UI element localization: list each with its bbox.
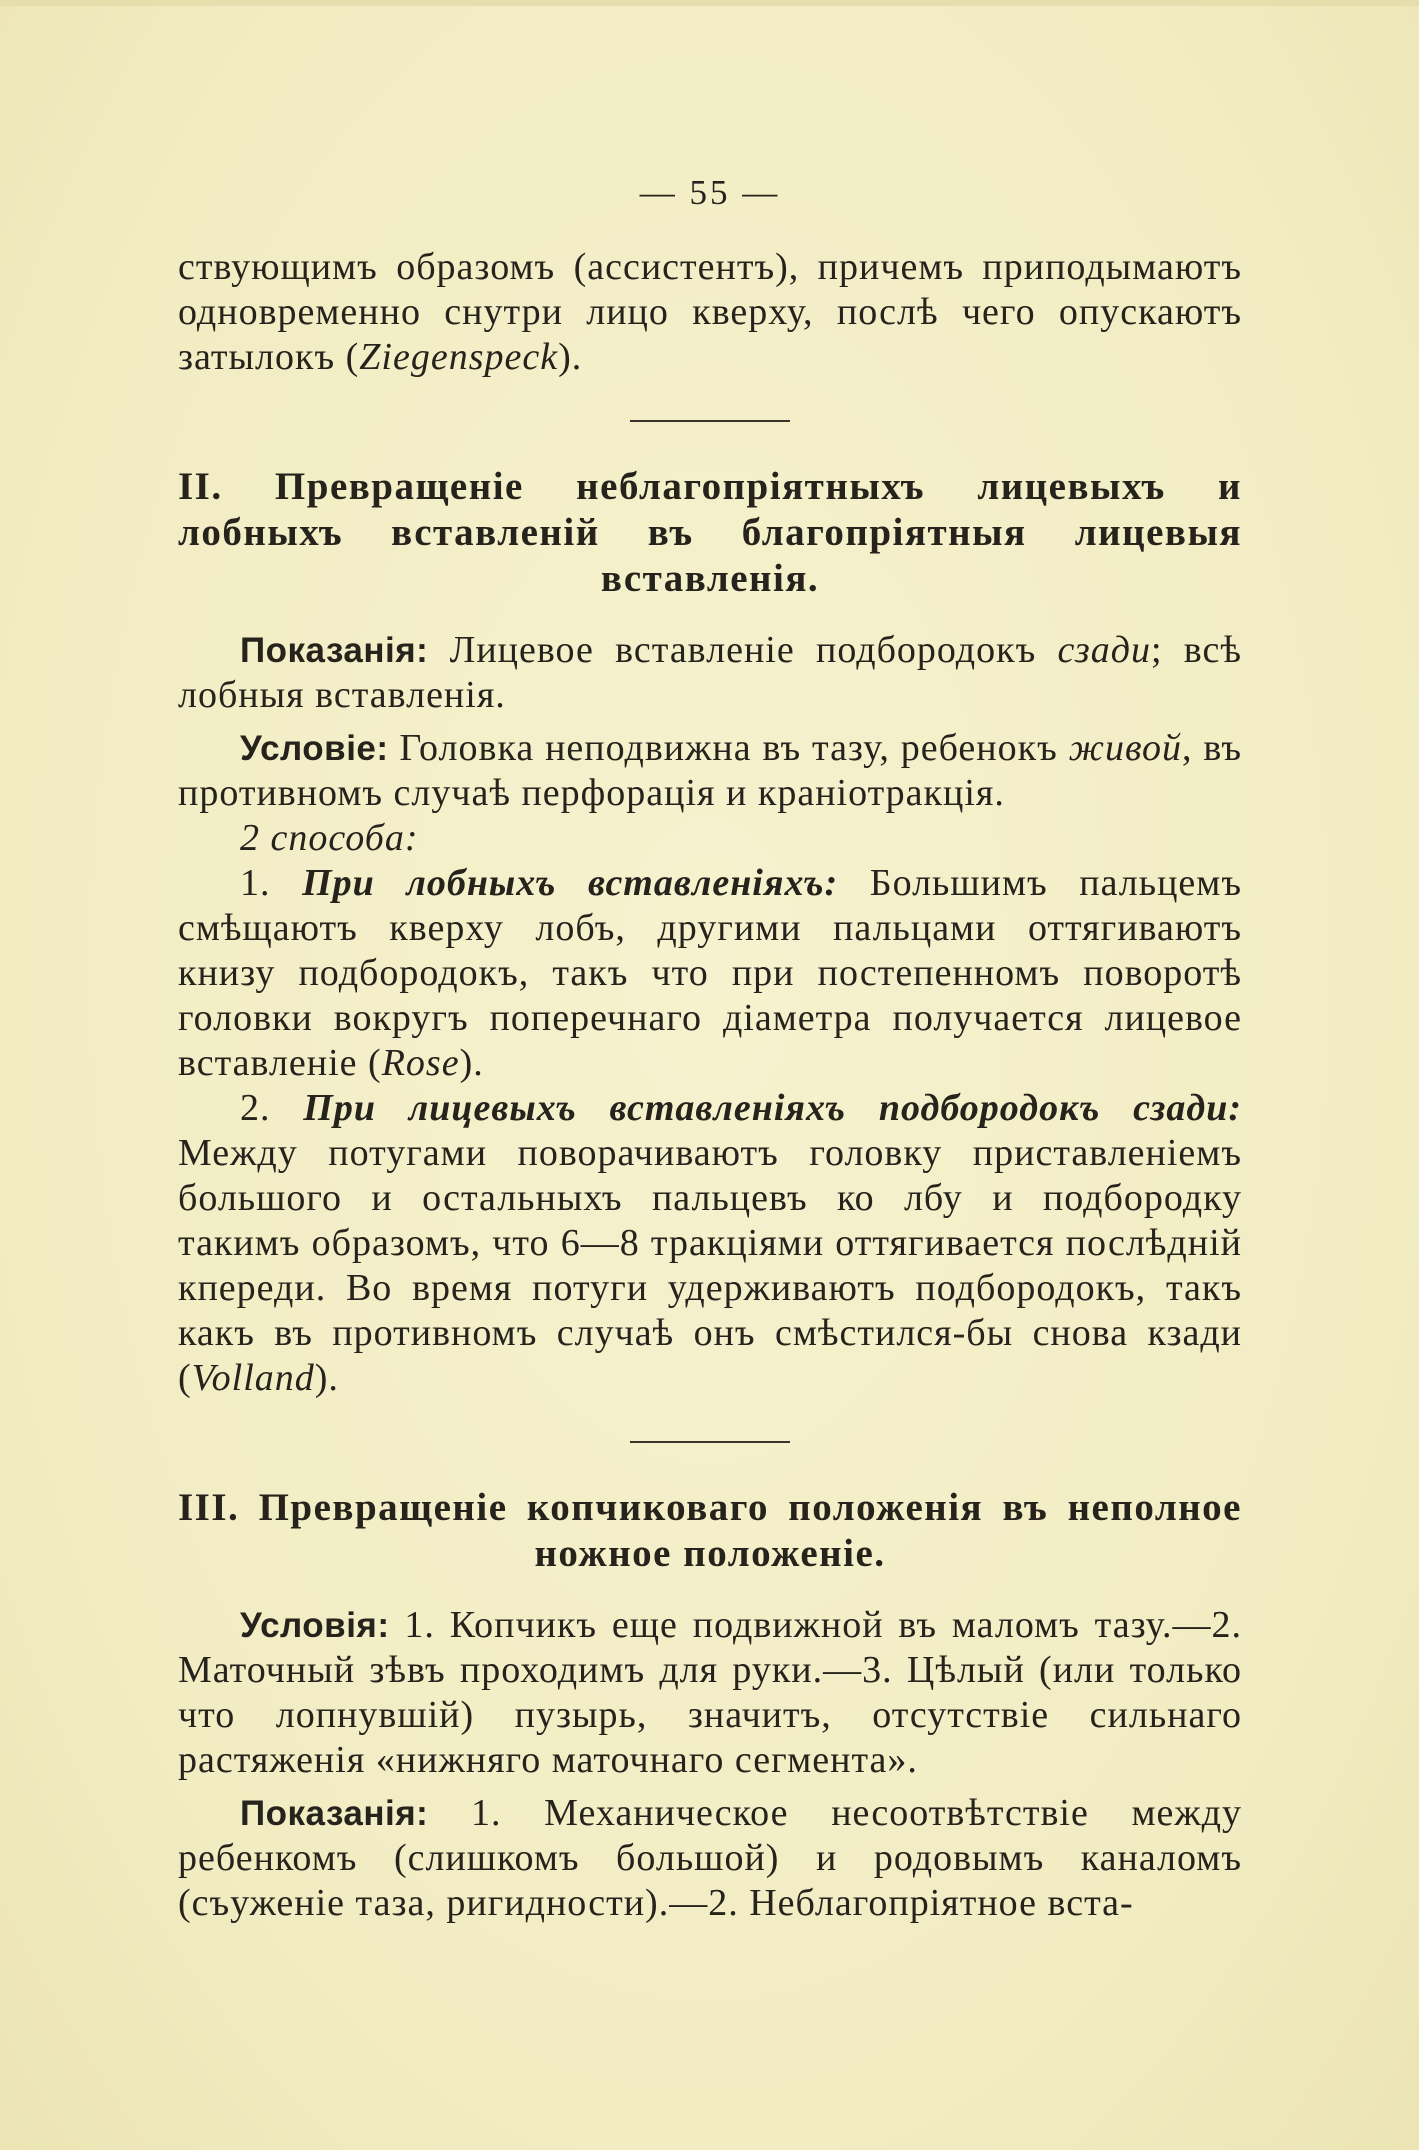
section-separator [630,1441,790,1443]
indications-text-2: ; всѣ лобныя вставленія. [178,629,1243,716]
indications-text-1: Лицевое вставленіе подбородокъ [428,629,1058,671]
method-2-author: Volland [191,1357,315,1399]
method-2-end: ). [314,1357,339,1399]
intro-text: ствующимъ образомъ (ассистентъ), причемъ приподымаютъ одновременно снутри лицо кверху, послѣ чего опускаютъ затылокъ ( [178,246,1242,378]
page-edge [0,0,1419,6]
indications-label: Показанія: [240,1794,429,1833]
page-number: — 55 — [639,173,781,212]
conditions-label: Условія: [240,1606,390,1645]
method-1-paragraph [178,861,1242,1086]
condition-label: Условіе: [240,729,389,768]
section-3-indications [178,1791,1242,1926]
methods-label [178,816,1242,861]
document-page [178,170,1242,1926]
indications-text: 1. Механическое несоотвѣтствіе между ребенкомъ (слишкомъ большой) и родовымъ каналомъ (съуженіе таза, ригидности).—2. Неблагопріятное вста- [178,1792,1242,1924]
section-3-conditions [178,1603,1242,1783]
section-2-heading: II. Превращеніе неблагопріятныхъ лицевыхъ и лобныхъ вставленій въ благопріятныя лицевыя вставленія. [178,465,1242,600]
method-2-text: Между потугами поворачиваютъ головку приставленіемъ большого и остальныхъ пальцевъ ко лбу и подбородку такимъ образомъ, что 6—8 тракціями оттягивается послѣдній кпереди. Во время потуги удерживаютъ подбородокъ, такъ какъ въ противномъ случаѣ онъ смѣстился-бы снова кзади ( [178,1132,1242,1399]
condition-text-1: Головка неподвижна въ тазу, ребенокъ [388,727,1069,769]
methods-count: 2 способа: [240,817,419,859]
intro-author: Ziegenspeck [359,336,559,378]
condition-emphasis: живой [1068,727,1182,769]
indications-label: Показанія: [240,631,429,670]
intro-end: ). [558,336,583,378]
indications-emphasis: сзади [1057,629,1151,671]
section-2-indications [178,628,1242,718]
method-1-number: 1. [240,862,303,904]
conditions-text: 1. Копчикъ еще подвижной въ маломъ тазу.—2. Маточный зѣвъ проходимъ для руки.—3. Цѣлый (или только что лопнувшій) пузырь, значитъ, отсутствіе сильнаго растяженія «нижняго маточнаго сегмента». [178,1604,1242,1781]
method-1-author: Rose [381,1042,460,1084]
method-1-text: Большимъ пальцемъ смѣщаютъ кверху лобъ, другими пальцами оттягиваютъ книзу подбородокъ, такъ что при постепенномъ поворотѣ головки вокругъ поперечнаго діаметра получается лицевое вставленіе ( [178,862,1242,1084]
method-1-end: ). [459,1042,484,1084]
method-2-paragraph [178,1086,1242,1401]
section-3-heading: III. Превращеніе копчиковаго положенія въ неполное ножное положеніе. [178,1486,1242,1575]
section-separator [630,420,790,422]
method-2-number: 2. [240,1087,304,1129]
method-1-title: При лобныхъ вставленіяхъ: [302,862,839,904]
method-2-title: При лицевыхъ вставленіяхъ подбородокъ сзади: [303,1087,1243,1129]
section-2-condition [178,726,1242,816]
condition-text-2: , въ противномъ случаѣ перфорація и краніотракція. [178,727,1242,814]
intro-paragraph [178,245,1242,380]
